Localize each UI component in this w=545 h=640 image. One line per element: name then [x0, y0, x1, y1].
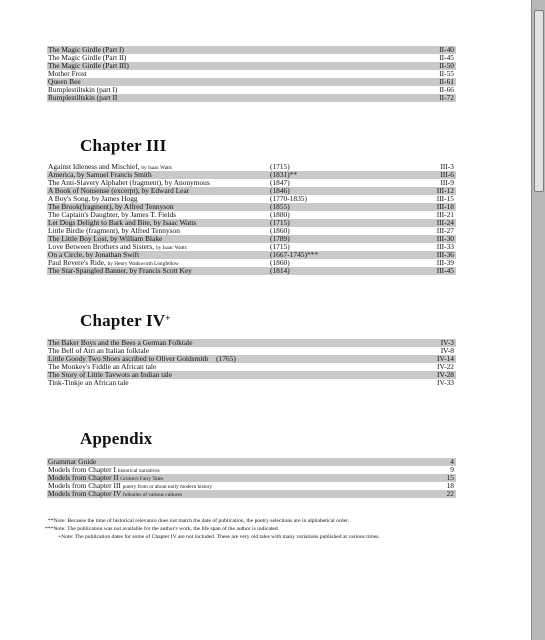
- toc-section-chapter3: [47, 163, 456, 275]
- toc-section-chapter4: [47, 339, 456, 387]
- entry-description: Grimm's Fairy Tales: [120, 476, 164, 482]
- chapter-4-heading: [80, 311, 171, 331]
- entry-title: Against Idleness and Mischief,: [48, 162, 140, 171]
- toc-row: [47, 267, 456, 275]
- entry-title: Paul Revere's Ride,: [48, 258, 106, 267]
- footnote: +Note: The publication dates for some of Chapter IV are not included. These are very old tales with many variations published at various times.: [58, 534, 380, 540]
- toc-section-appendix: [47, 458, 456, 498]
- entry-page-number: 4: [450, 457, 454, 466]
- entry-year: (1667-1745)***: [270, 250, 319, 259]
- entry-title: Queen Bee: [48, 77, 81, 86]
- entry-year: (1715): [270, 218, 290, 227]
- entry-title: The Monkey's Fiddle an African tale: [48, 362, 157, 371]
- entry-title: Little Birdie (fragment), by Alfred Tennyson: [48, 226, 180, 235]
- entry-title: Love Between Brothers and Sisters,: [48, 242, 155, 251]
- entry-page-number: III-36: [436, 250, 454, 259]
- entry-title: The Bell of Atri an Italian folktale: [48, 346, 149, 355]
- entry-page-number: III-39: [436, 258, 454, 267]
- entry-year: (1789): [270, 234, 290, 243]
- entry-title: Let Dogs Delight to Bark and Bite, by Isaac Watts: [48, 218, 197, 227]
- entry-page-number: II-45: [439, 53, 454, 62]
- toc-row: [47, 62, 456, 70]
- entry-page-number: III-33: [436, 242, 454, 251]
- entry-year: (1770-1835): [270, 194, 307, 203]
- entry-page-number: II-50: [439, 61, 454, 70]
- entry-year: (1831)**: [270, 170, 298, 179]
- entry-page-number: III-15: [436, 194, 454, 203]
- entry-year: (1814): [270, 266, 290, 275]
- toc-row: [47, 94, 456, 102]
- entry-title: The Brook(fragment), by Alfred Tennyson: [48, 202, 174, 211]
- entry-page-number: IV-22: [437, 362, 454, 371]
- entry-title: Rumplestiltskin (part I): [48, 85, 118, 94]
- entry-page-number: IV-14: [437, 354, 454, 363]
- entry-page-number: III-27: [436, 226, 454, 235]
- chapter-3-heading: Chapter III: [80, 136, 167, 155]
- entry-title: On a Circle, by Jonathan Swift: [48, 250, 140, 259]
- entry-date: (1765): [216, 354, 236, 363]
- entry-page-number: II-66: [439, 85, 454, 94]
- entry-title: The Story of Little Tavwots an Indian tale: [48, 370, 172, 379]
- toc-row: [47, 251, 456, 259]
- entry-page-number: IV-28: [437, 370, 454, 379]
- footnotes: [45, 517, 518, 541]
- entry-title: Models from Chapter III: [48, 481, 121, 490]
- entry-page-number: III-45: [436, 266, 454, 275]
- entry-page-number: IV-3: [440, 338, 454, 347]
- entry-year: (1880): [270, 210, 290, 219]
- entry-page-number: III-18: [436, 202, 454, 211]
- chapter-4-footnote-mark: +: [165, 313, 171, 323]
- toc-entry: [48, 267, 192, 275]
- entry-title: The Magic Girdle (Part III): [48, 61, 129, 70]
- entry-year: (1847): [270, 178, 290, 187]
- scrollbar-thumb[interactable]: [534, 10, 544, 192]
- footnote: **Note: Because the time of historical relevance does not match the date of publication, the poetry selections are in alphabetical order.: [48, 518, 350, 524]
- entry-year: (1846): [270, 186, 290, 195]
- entry-title: The Magic Girdle (Part II): [48, 53, 127, 62]
- toc-entry: [48, 490, 182, 499]
- entry-description: folktales of various cultures: [123, 492, 183, 498]
- entry-page-number: III-24: [436, 218, 454, 227]
- entry-description: historical narratives: [117, 468, 160, 474]
- entry-title: Tink-Tinkje an African tale: [48, 378, 129, 387]
- toc-row: [47, 379, 456, 387]
- entry-author: by Henry Wadsworth Longfellow: [107, 261, 179, 267]
- entry-year: (1860): [270, 258, 290, 267]
- entry-page-number: 9: [450, 465, 454, 474]
- entry-title: Models from Chapter I: [48, 465, 116, 474]
- entry-title: The Captain's Daughter, by James T. Fields: [48, 210, 177, 219]
- entry-page-number: III-12: [436, 186, 454, 195]
- entry-title: America, by Samuel Francis Smith: [48, 170, 152, 179]
- toc-entry: [48, 94, 117, 102]
- entry-year: (1860): [270, 226, 290, 235]
- toc-entry: [48, 379, 129, 387]
- entry-title: The Baker Boys and the Bees a German Folktale: [48, 338, 193, 347]
- entry-page-number: III-6: [440, 170, 454, 179]
- entry-title: A Book of Nonsense (excerpt), by Edward Lear: [48, 186, 190, 195]
- entry-page-number: 22: [446, 489, 454, 498]
- entry-page-number: IV-33: [437, 378, 454, 387]
- entry-year: (1855): [270, 202, 290, 211]
- toc-row: [47, 70, 456, 78]
- entry-page-number: II-61: [439, 77, 454, 86]
- entry-page-number: III-30: [436, 234, 454, 243]
- entry-page-number: II-55: [439, 69, 454, 78]
- appendix-heading: Appendix: [80, 429, 153, 448]
- vertical-scrollbar[interactable]: [531, 0, 545, 640]
- toc-section-chapter2-continued: [47, 46, 456, 102]
- entry-title: A Boy's Song, by James Hogg: [48, 194, 138, 203]
- entry-page-number: 15: [446, 473, 454, 482]
- entry-title: Models from Chapter IV: [48, 489, 122, 498]
- entry-page-number: II-40: [439, 45, 454, 54]
- entry-title: Little Goody Two Shoes ascribed to Oliver Goldsmith: [48, 354, 209, 363]
- entry-page-number: III-21: [436, 210, 454, 219]
- chapter-4-heading-text: Chapter IV: [80, 311, 166, 330]
- entry-page-number: IV-8: [440, 346, 454, 355]
- entry-title: Grammar Guide: [48, 457, 97, 466]
- entry-year: (1715): [270, 242, 290, 251]
- entry-author: by Isaac Watts: [141, 165, 173, 171]
- entry-title: The Star-Spangled Banner, by Francis Scott Key: [48, 266, 192, 275]
- entry-title: The Anti-Slavery Alphabet (fragment), by Anonymous: [48, 178, 210, 187]
- entry-page-number: III-9: [440, 178, 454, 187]
- entry-year: (1715): [270, 162, 290, 171]
- entry-title: Rumplestiltskin (part II: [48, 93, 118, 102]
- entry-title: The Magic Girdle (Part I): [48, 45, 124, 54]
- entry-author: by Isaac Watts: [155, 245, 187, 251]
- entry-title: Mother Frost: [48, 69, 87, 78]
- entry-title: Models from Chapter II: [48, 473, 119, 482]
- entry-page-number: II-72: [439, 93, 454, 102]
- entry-page-number: III-3: [440, 162, 454, 171]
- entry-description: poetry from or about early modern history: [122, 484, 213, 490]
- entry-page-number: 18: [446, 481, 454, 490]
- footnote: ***Note: The publication was not available for the author's work, the life span of the author is indicated.: [45, 526, 280, 532]
- entry-title: The Little Boy Lost, by William Blake: [48, 234, 163, 243]
- toc-row: [47, 490, 456, 498]
